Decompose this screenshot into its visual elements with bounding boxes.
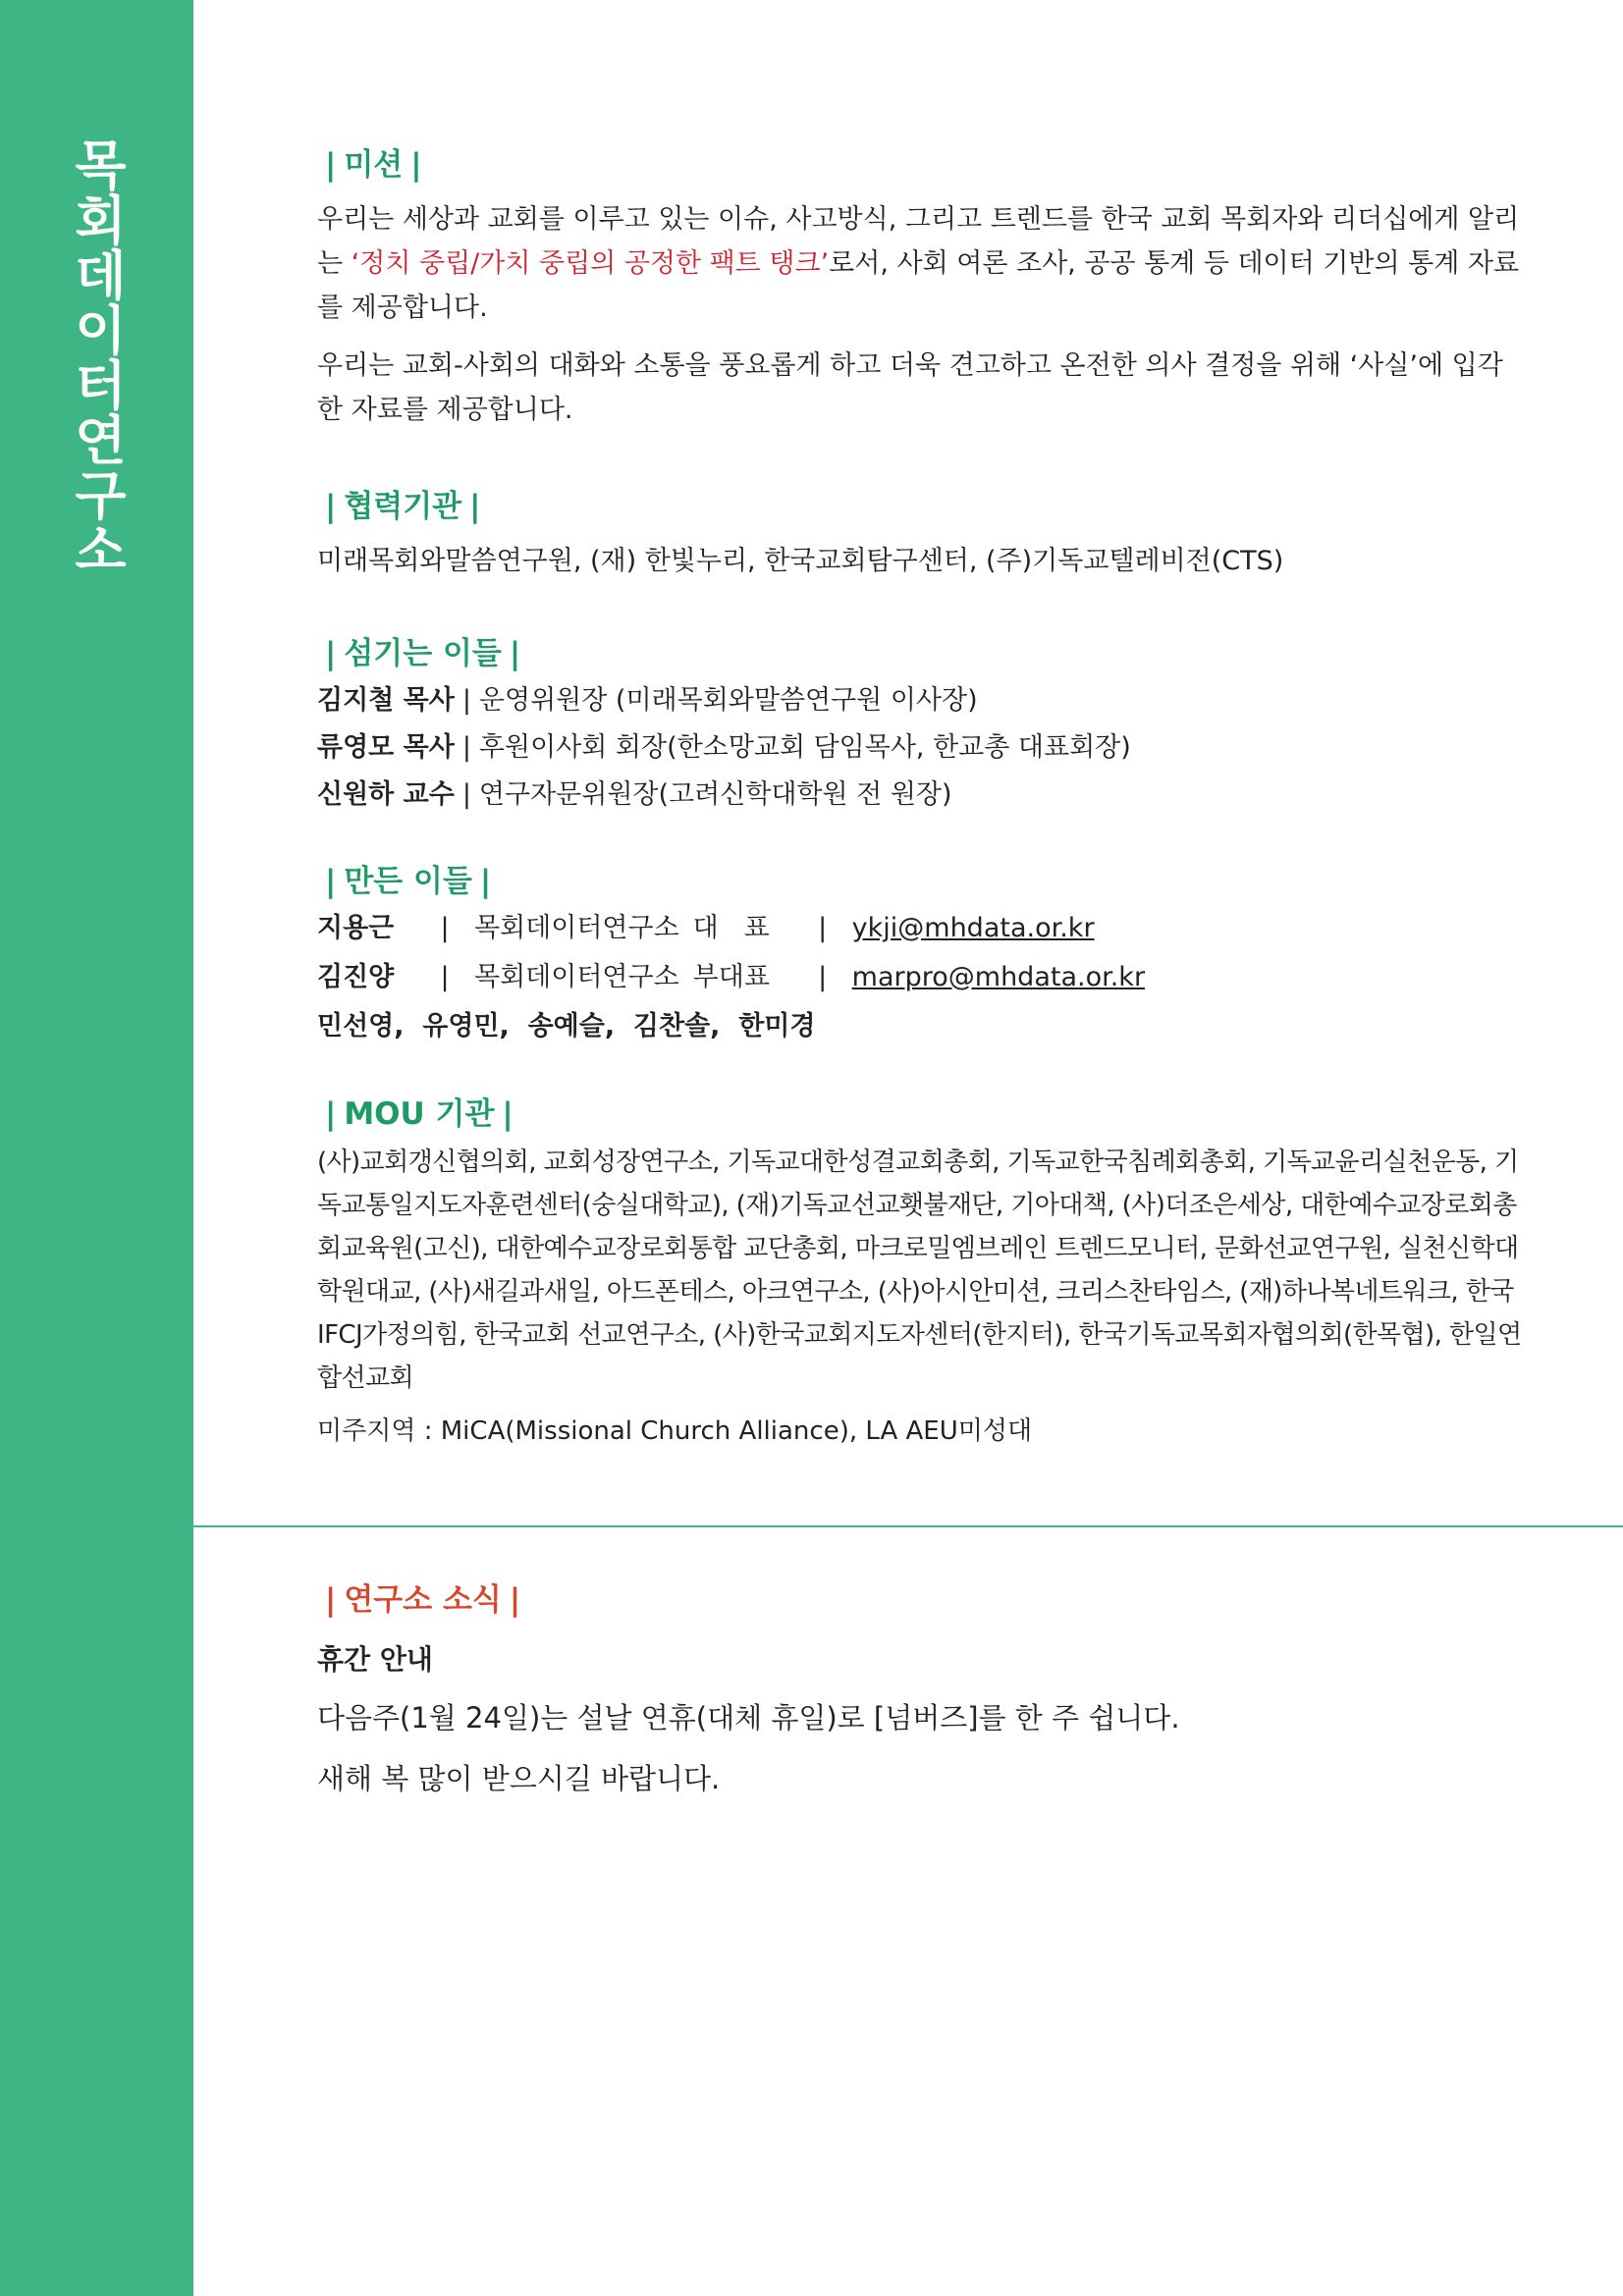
staff-role: 대 표	[692, 912, 770, 943]
news-line-1: 다음주(1월 24일)는 설날 연휴(대체 휴일)로 [넘버즈]를 한 주 쉽니다.	[317, 1701, 1180, 1735]
mission-heading-text: 미션	[344, 147, 404, 183]
staff-row	[317, 953, 1525, 1002]
mission-section	[317, 147, 1525, 432]
partners-heading-text: 협력기관	[344, 489, 462, 525]
partners-heading: | 협력기관 |	[325, 489, 481, 525]
sidebar-title: 목회데이터연구소	[66, 137, 128, 577]
staff-row	[317, 904, 1525, 953]
mou-heading: | MOU 기관 |	[325, 1095, 514, 1132]
news-subheading: 휴간 안내	[317, 1643, 433, 1677]
makers-section	[317, 864, 1525, 1051]
staff-org: 목회데이터연구소	[474, 912, 679, 943]
server-role: 운영위원장 (미래목회와말씀연구원 이사장)	[478, 684, 978, 716]
servers-heading: | 섬기는 이들 |	[325, 636, 521, 672]
server-separator: |	[461, 778, 471, 810]
staff-separator: |	[818, 961, 828, 992]
mission-text-before: 우리는 세상과 교회를 이루고 있는 이슈, 사고방식, 그리고 트렌드를 한국 교회 목회자와 리더십에게 알리는	[317, 204, 1520, 280]
server-row	[317, 772, 1525, 819]
makers-heading: | 만든 이들 |	[325, 863, 492, 899]
staff-org: 목회데이터연구소	[474, 961, 679, 992]
mou-heading-text: MOU 기관	[344, 1095, 495, 1132]
server-name: 신원하 교수	[317, 778, 455, 810]
section-divider	[193, 1525, 1623, 1527]
server-separator: |	[461, 684, 471, 716]
staff-others: 민선영, 유영민, 송예슬, 김찬솔, 한미경	[317, 1010, 816, 1041]
staff-name: 김진양	[317, 961, 395, 992]
server-role: 후원이사회 회장(한소망교회 담임목사, 한교총 대표회장)	[478, 731, 1131, 763]
server-name: 김지철 목사	[317, 684, 455, 716]
mission-highlight: ‘정치 중립/가치 중립의 공정한 팩트 탱크’	[351, 248, 830, 280]
news-line-2: 새해 복 많이 받으시길 바랍니다.	[317, 1762, 721, 1796]
staff-name: 지용근	[317, 912, 395, 943]
makers-heading-text: 만든 이들	[344, 863, 472, 899]
staff-separator: |	[440, 912, 450, 943]
servers-section	[317, 636, 1525, 818]
main-content	[317, 147, 1525, 1453]
staff-email-link[interactable]: ykji@mhdata.or.kr	[851, 912, 1095, 943]
news-section	[317, 1582, 1525, 1803]
server-row	[317, 677, 1525, 724]
servers-heading-text: 섬기는 이들	[344, 636, 502, 672]
server-row	[317, 724, 1525, 772]
staff-email-link[interactable]: marpro@mhdata.or.kr	[851, 961, 1146, 992]
mou-region: 미주지역 : MiCA(Missional Church Alliance), LA AEU미성대	[317, 1415, 1033, 1446]
news-heading-text: 연구소 소식	[344, 1582, 502, 1618]
news-heading: | 연구소 소식 |	[325, 1582, 521, 1618]
sidebar	[0, 0, 193, 2296]
mission-paragraph-2: 우리는 교회-사회의 대화와 소통을 풍요롭게 하고 더욱 견고하고 온전한 의사 결정을 위해 ‘사실’에 입각한 자료를 제공합니다.	[317, 350, 1503, 426]
staff-separator: |	[818, 912, 828, 943]
mou-section	[317, 1096, 1525, 1453]
mission-text-after: 로서, 사회 여론 조사, 공공 통계 등 데이터 기반의 통계 자료를 제공합니다.	[317, 248, 1520, 324]
mou-list: (사)교회갱신협의회, 교회성장연구소, 기독교대한성결교회총회, 기독교한국침례회총회, 기독교윤리실천운동, 기독교통일지도자훈련센터(숭실대학교), (재)기독교선교횃불재단, 기아대책, (사)더조은세상, 대한예수교장로회총회교육원(고신), 대한예수교장로회통합 교단총회, 마크로밀엠브레인 트렌드모니터, 문화선교연구원, 실천신학대학원대교, (사)새길과새일, 아드폰테스, 아크연구소, (사)아시안미션, 크리스찬타임스, (재)하나복네트워크, 한국IFCJ가정의힘, 한국교회 선교연구소, (사)한국교회지도자센터(한지터), 한국기독교목회자협의회(한목협), 한일연합선교회	[317, 1147, 1522, 1393]
staff-separator: |	[440, 961, 450, 992]
mission-heading: | 미션 |	[325, 147, 422, 183]
server-separator: |	[461, 731, 471, 763]
server-role: 연구자문위원장(고려신학대학원 전 원장)	[478, 778, 952, 810]
mission-paragraph-1	[317, 197, 1525, 330]
server-name: 류영모 목사	[317, 731, 455, 763]
partners-text: 미래목회와말씀연구원, (재) 한빛누리, 한국교회탐구센터, (주)기독교텔레비전(CTS)	[317, 546, 1284, 577]
partners-section	[317, 489, 1525, 583]
staff-role: 부대표	[692, 961, 770, 992]
